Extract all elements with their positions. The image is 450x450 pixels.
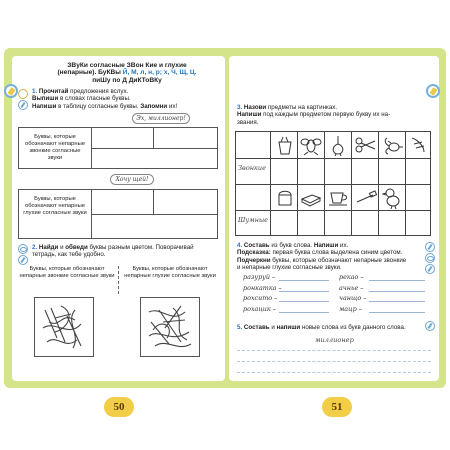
onion-picture — [329, 134, 347, 156]
pen-icon — [425, 242, 435, 252]
row-label-voiced: Звонкие — [238, 164, 266, 172]
letter-tangle-right — [140, 297, 200, 357]
word-item: рохацик – — [243, 304, 276, 313]
ex4-line2: первая буква слова выделена синим цветом. — [270, 249, 403, 257]
ex1-line3: в таблицу согласные буквы. — [56, 102, 141, 110]
divider — [153, 190, 154, 214]
answer-line[interactable] — [279, 301, 329, 302]
crayfish-picture — [382, 134, 404, 156]
ex2-line2: тетрадь, как тебе удобно. — [32, 251, 106, 259]
exercise-4-text — [237, 242, 423, 272]
table-voiceless — [18, 189, 218, 239]
oral-task-icon — [18, 89, 28, 99]
ex4-hint-label: Подсказка: — [237, 249, 271, 257]
lesson-title — [34, 62, 220, 84]
takeout-box-picture — [276, 134, 294, 156]
title-line-1: ЗВуКи согласные ЗВон Кие и глухие — [67, 62, 187, 69]
grid-line — [297, 132, 298, 235]
answer-line[interactable] — [369, 312, 425, 313]
answer-line[interactable] — [369, 280, 425, 281]
page-number-left: 50 — [104, 397, 134, 417]
toothbrush-picture — [355, 190, 377, 206]
fly-picture — [300, 134, 322, 156]
grid-line — [351, 132, 352, 235]
answer-line[interactable] — [237, 350, 431, 351]
ex4-line4: и непарные глухие согласные звуки. — [237, 264, 342, 272]
ex1-line1: предложения вслух. — [68, 88, 129, 95]
ex4-line1: из букв слова. — [269, 242, 314, 249]
exercise-3-number: 3. — [237, 104, 243, 111]
ex4-line3: буквы, которые обозначают непарные звонкие — [270, 256, 407, 264]
grid-line — [270, 132, 271, 235]
exercise-2-text — [32, 244, 222, 259]
ex5-verb: Составь — [243, 324, 270, 331]
exercise-2-number: 2. — [32, 244, 38, 251]
ex1-verb3: Напиши — [32, 102, 57, 110]
divider — [91, 214, 217, 215]
answer-line[interactable] — [237, 361, 431, 362]
ex4-verb: Составь — [243, 242, 270, 249]
grid-line — [378, 132, 379, 235]
page-right — [229, 56, 439, 381]
ex1-line2: в словах гласные буквы. — [58, 95, 131, 103]
title-line-2 — [34, 69, 220, 76]
tangled-letters-image — [35, 298, 93, 356]
ex2-verb2: обведи — [65, 244, 88, 251]
workbook-spread — [4, 48, 446, 413]
answer-line[interactable] — [237, 372, 431, 373]
pen-icon — [18, 255, 28, 265]
word-list-left — [243, 272, 282, 314]
page-left — [12, 56, 225, 381]
ex3-verb: Назови — [243, 104, 267, 111]
picture-grid — [235, 131, 431, 236]
word-item: рохсито – — [243, 294, 278, 302]
page-number-right: 51 — [322, 397, 352, 417]
ex1-verb: Прочитай — [38, 88, 69, 95]
grid-line — [236, 184, 430, 185]
ex1-verb4: Запомни — [140, 102, 168, 110]
ex4-verb3: Подчеркни — [237, 256, 271, 264]
pencil-icon — [4, 84, 18, 98]
word-item: ачнье – — [339, 283, 364, 292]
grid-line — [236, 158, 430, 159]
divider — [118, 266, 119, 294]
ex5-source-word: миллионер — [315, 336, 354, 344]
word-item: разуруй – — [243, 273, 276, 281]
table-voiced — [18, 127, 218, 169]
divider — [91, 148, 217, 149]
word-list-right — [339, 272, 366, 314]
eye-icon — [18, 244, 28, 254]
answer-line[interactable] — [279, 291, 329, 292]
row-label-voiceless: Шумные — [238, 216, 268, 224]
answer-line[interactable] — [279, 280, 329, 281]
butter-picture — [300, 189, 322, 207]
ex4-verb2: Напиши — [313, 242, 339, 249]
ex5-and: и — [269, 324, 277, 331]
ex3-line3: звания. — [237, 118, 259, 126]
speech-bubble-1: Эх, миллионер! — [132, 113, 190, 124]
letter-tangle-left — [34, 297, 94, 357]
title-part: (непарные). БуКВы — [57, 69, 123, 77]
pen-icon — [18, 100, 28, 110]
grid-line — [324, 132, 325, 235]
tangled-letters-image — [141, 298, 199, 356]
pencil-icon — [426, 84, 440, 98]
chick-picture — [382, 187, 402, 209]
eye-icon — [425, 253, 435, 263]
exercise-1-number: 1. — [32, 88, 38, 95]
ex4-line1-end: их. — [338, 242, 349, 249]
crayfish-small-picture — [408, 134, 428, 156]
word-item: рекао – — [339, 273, 364, 281]
exercise-5-text — [237, 324, 423, 331]
answer-line[interactable] — [279, 312, 329, 313]
divider — [153, 128, 154, 148]
answer-line[interactable] — [369, 301, 425, 302]
grid-line — [405, 132, 406, 235]
ex3-line2: под каждым предметом первую букву их на- — [261, 111, 391, 119]
ex2-and: и — [58, 244, 66, 251]
bread-picture — [276, 187, 294, 207]
scissors-picture — [355, 135, 377, 155]
ex5-line1: новые слова из букв данного слова. — [300, 324, 406, 331]
exercise-5-number: 5. — [237, 324, 243, 331]
pen-icon — [425, 321, 435, 331]
ex5-verb2: напиши — [276, 324, 301, 331]
grid-line — [236, 210, 430, 211]
title-letters: Й, М, л, н, р; х, Ч, Щ, Ц. — [122, 69, 197, 77]
ex1-line3-end: их! — [167, 102, 178, 110]
word-item: мацр – — [339, 304, 362, 313]
ex3-verb2: Напиши — [237, 111, 262, 119]
ex2-verb: Найди — [38, 244, 59, 251]
ex3-line1: предметы на картинках. — [266, 104, 338, 111]
table-voiceless-label: Буквы, которые обозначают непарные глухие согласные звуки — [23, 196, 87, 216]
col-left-label: Буквы, которые обозначают непарные звонкие согласные звуки — [19, 266, 115, 279]
word-item: чанщо – — [339, 294, 367, 302]
table-voiced-label: Буквы, которые обозначают непарные звонкие согласные звуки — [25, 134, 85, 161]
speech-bubble-2: Хочу щей! — [110, 174, 154, 185]
ex1-verb2: Выпиши — [32, 95, 59, 103]
exercise-3-text — [237, 104, 433, 126]
cup-picture — [328, 189, 350, 207]
ex2-line1: буквы разным цветом. Поворачивай — [87, 244, 194, 251]
exercise-4-number: 4. — [237, 242, 243, 249]
title-line-3: пиШу по Д ДиКТоВКу — [92, 76, 162, 84]
word-item: ронкатка – — [243, 283, 282, 292]
col-right-label: Буквы, которые обозначают непарные глухие согласные звуки — [124, 266, 216, 279]
pen-icon — [425, 264, 435, 274]
exercise-1-text — [32, 88, 222, 110]
answer-line[interactable] — [369, 291, 425, 292]
